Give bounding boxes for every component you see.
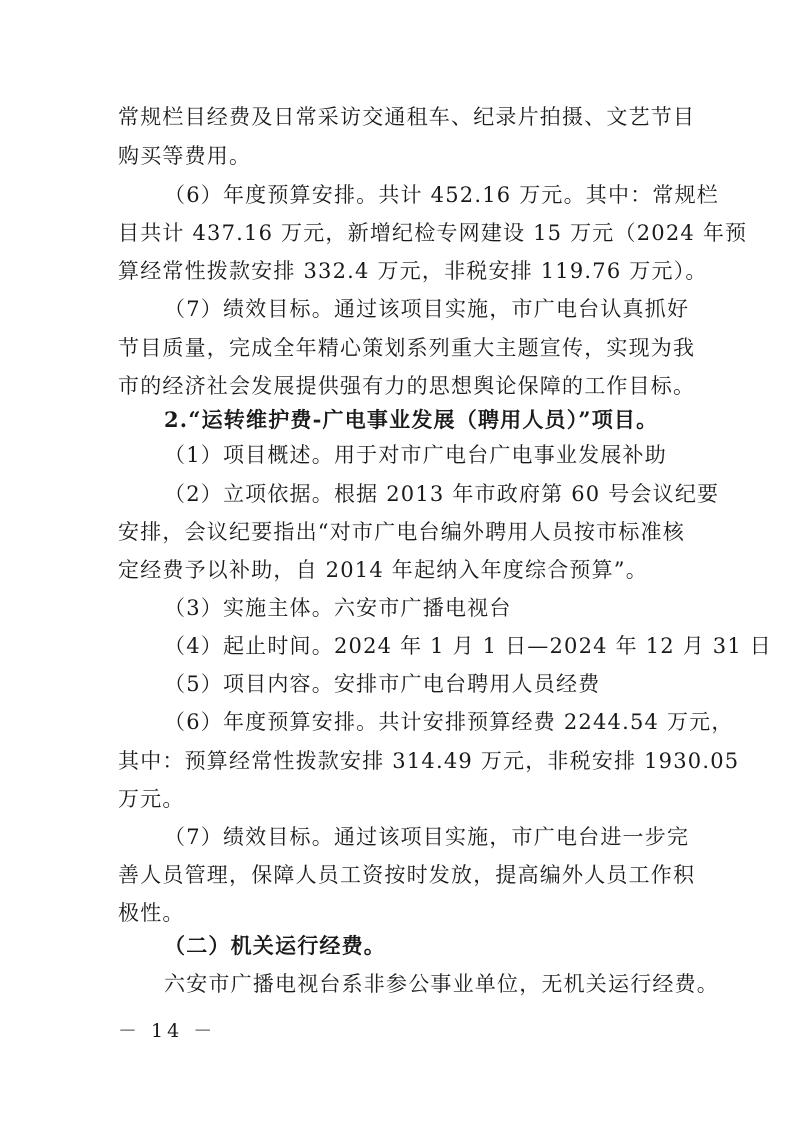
body-line: 其中：预算经常性拨款安排 314.49 万元，非税安排 1930.05 [118, 749, 740, 773]
section-heading: （二）机关运行经费。 [164, 933, 386, 958]
body-line: 节目质量，完成全年精心策划系列重大主题宣传，实现为我 [118, 336, 696, 360]
body-line: （6）年度预算安排。共计 452.16 万元。其中：常规栏 [164, 183, 719, 207]
section-heading: 2.“运转维护费-广电事业发展（聘用人员）”项目。 [164, 407, 659, 432]
body-line: 极性。 [118, 901, 185, 925]
body-line: 定经费予以补助，自 2014 年起纳入年度综合预算”。 [118, 558, 648, 582]
body-line: （7）绩效目标。通过该项目实施，市广电台进一步完 [164, 825, 690, 849]
body-line: （5）项目内容。安排市广电台聘用人员经费 [164, 672, 601, 696]
body-line: （6）年度预算安排。共计安排预算经费 2244.54 万元， [164, 710, 734, 734]
body-line: 算经常性拨款安排 332.4 万元，非税安排 119.76 万元）。 [118, 259, 708, 283]
body-line: （7）绩效目标。通过该项目实施，市广电台认真抓好 [164, 297, 690, 321]
body-line: （2）立项依据。根据 2013 年市政府第 60 号会议纪要 [164, 482, 720, 506]
body-line: 善人员管理，保障人员工资按时发放，提高编外人员工作积 [118, 863, 696, 887]
body-line: （4）起止时间。2024 年 1 月 1 日—2024 年 12 月 31 日 [164, 634, 772, 658]
body-line: （1）项目概述。用于对市广电台广电事业发展补助 [164, 443, 667, 467]
body-line: 购买等费用。 [118, 144, 252, 168]
body-line: （3）实施主体。六安市广播电视台 [164, 596, 512, 620]
body-line: 常规栏目经费及日常采访交通租车、纪录片拍摄、文艺节目 [118, 105, 696, 129]
body-line: 安排，会议纪要指出“对市广电台编外聘用人员按市标准核 [118, 520, 685, 544]
body-line: 万元。 [118, 787, 185, 811]
body-line: 目共计 437.16 万元，新增纪检专网建设 15 万元（2024 年预 [118, 221, 748, 245]
body-line: 市的经济社会发展提供强有力的思想舆论保障的工作目标。 [118, 374, 696, 398]
body-line: 六安市广播电视台系非参公事业单位，无机关运行经费。 [164, 972, 719, 996]
page-number: － 14 － [118, 1020, 217, 1042]
